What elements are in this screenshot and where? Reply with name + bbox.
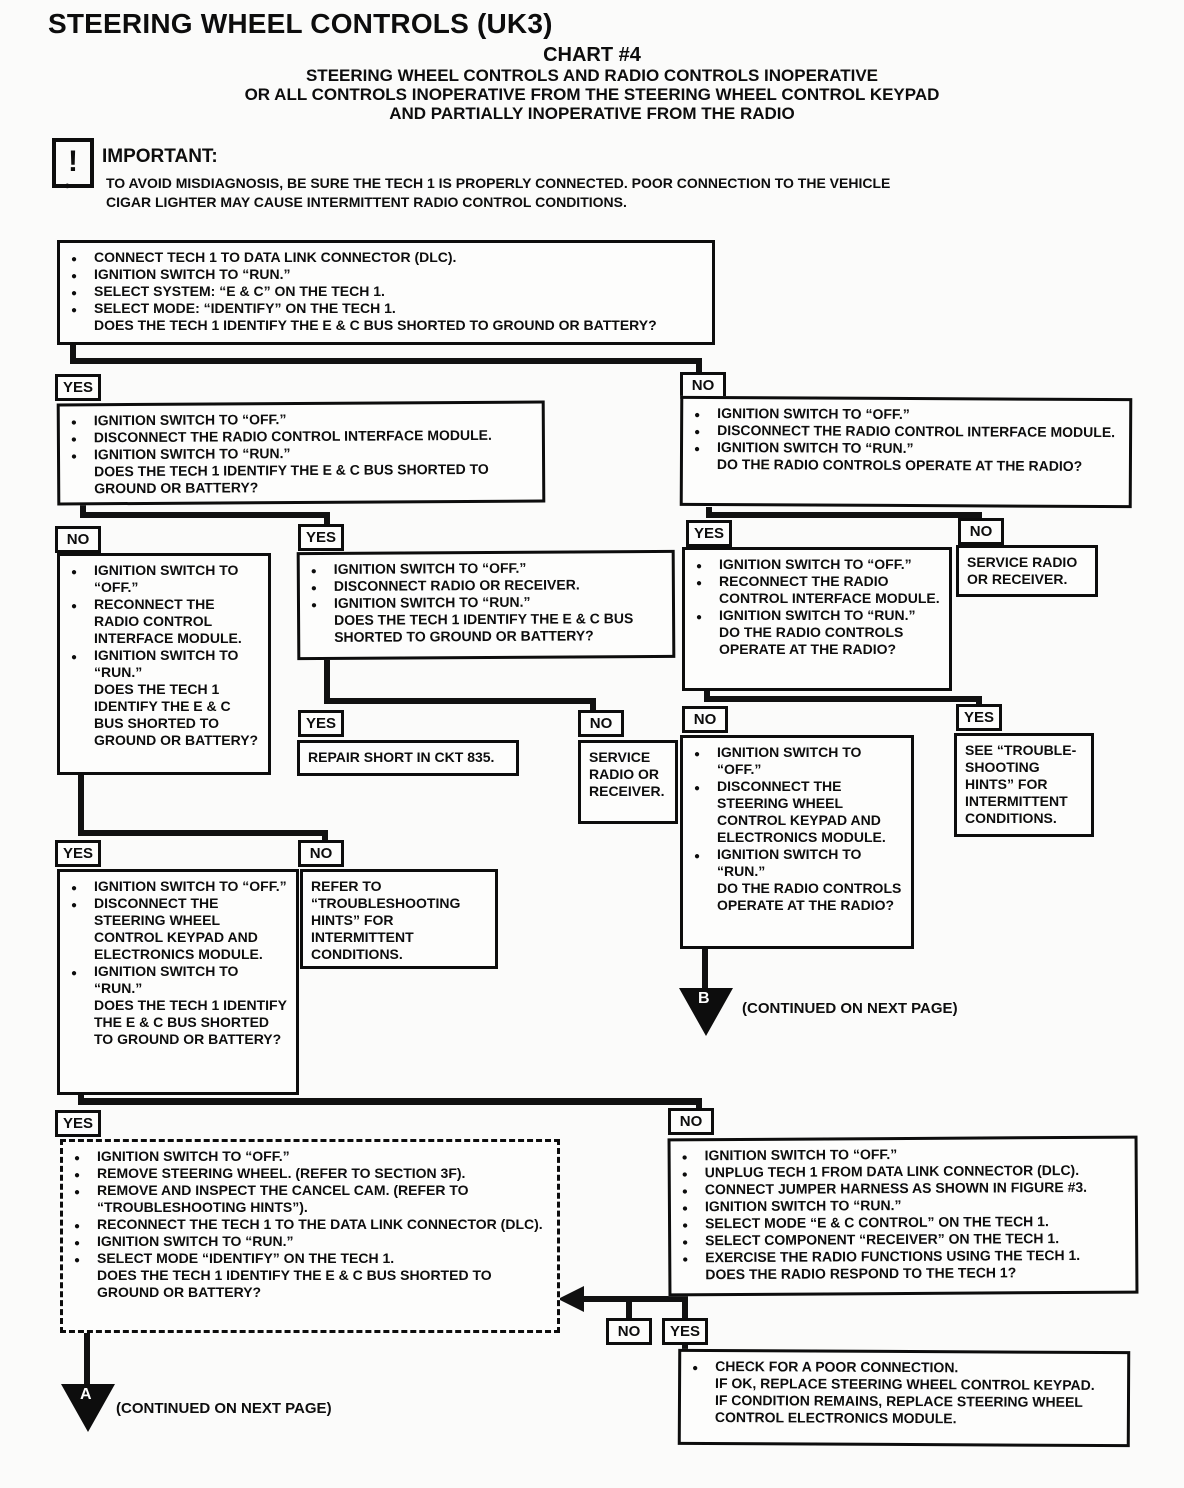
step-line: ● IGNITION SWITCH TO “OFF.” — [679, 1145, 1127, 1165]
step-line: ● IGNITION SWITCH TO “OFF.” — [68, 562, 260, 596]
step-line: ● CONNECT TECH 1 TO DATA LINK CONNECTOR (DLC). — [68, 249, 704, 266]
step-list — [71, 1148, 549, 1301]
important-label: IMPORTANT: — [102, 146, 218, 167]
step-line: SERVICE RADIO OR RECEIVER. — [589, 749, 665, 799]
step-line: DOES THE TECH 1 IDENTIFY THE E & C BUS SHORTED TO GROUND OR BATTERY? — [94, 997, 287, 1047]
step-line: ● CONNECT JUMPER HARNESS AS SHOWN IN FIGURE #3. — [679, 1179, 1127, 1199]
step-line: DOES THE TECH 1 IDENTIFY THE E & C BUS SHORTED TO GROUND OR BATTERY? — [334, 610, 634, 645]
step-line: ● DISCONNECT THE RADIO CONTROL INTERFACE MODULE. — [691, 422, 1121, 441]
connector-line — [324, 698, 596, 704]
step-line: ● IGNITION SWITCH TO “RUN.” — [68, 266, 704, 283]
page-title: STEERING WHEEL CONTROLS (UK3) — [48, 8, 553, 39]
step-line: ● SELECT MODE “E & C CONTROL” ON THE TECH 1. — [679, 1213, 1127, 1233]
decision-label-no: NO — [578, 710, 624, 737]
step-box-remove-steering-wheel — [60, 1139, 560, 1333]
step-line: ● DISCONNECT RADIO OR RECEIVER. — [308, 576, 664, 595]
step-line: DOES THE TECH 1 IDENTIFY THE E & C BUS SHORTED TO GROUND OR BATTERY? — [94, 681, 259, 748]
step-line: ● SELECT COMPONENT “RECEIVER” ON THE TECH 1. — [679, 1230, 1127, 1250]
step-line: ● IGNITION SWITCH TO “OFF.” — [691, 744, 903, 778]
connector-line — [78, 775, 84, 836]
continuation-letter: A — [80, 1386, 92, 1403]
step-line: IF OK, REPLACE STEERING WHEEL CONTROL KEYPAD. — [715, 1375, 1095, 1393]
step-list — [68, 878, 288, 1048]
step-line: ● IGNITION SWITCH TO “RUN.” — [679, 1196, 1127, 1216]
decision-label-yes: YES — [55, 1110, 101, 1137]
loopback-arrow-icon — [558, 1286, 584, 1312]
step-line: ● CHECK FOR A POOR CONNECTION. — [689, 1358, 1119, 1377]
continuation-letter: B — [698, 990, 710, 1007]
chart-subtitle-line: AND PARTIALLY INOPERATIVE FROM THE RADIO — [389, 104, 795, 123]
step-line: ● SELECT MODE “IDENTIFY” ON THE TECH 1. — [71, 1250, 549, 1267]
step-list — [308, 749, 508, 766]
step-line: ● SELECT SYSTEM: “E & C” ON THE TECH 1. — [68, 283, 704, 300]
decision-label-no: NO — [55, 526, 101, 553]
decision-label-yes: YES — [55, 374, 101, 401]
connector-line — [682, 1296, 688, 1318]
connector-line — [78, 1098, 702, 1105]
connector-line — [84, 1333, 90, 1386]
step-line: ● IGNITION SWITCH TO “RUN.” — [691, 439, 1121, 458]
step-list — [691, 405, 1121, 475]
continuation-triangle-b-icon — [679, 988, 733, 1036]
step-line: DO THE RADIO CONTROLS OPERATE AT THE RADIO? — [719, 624, 904, 657]
result-box-refer-hints — [300, 869, 498, 969]
step-list — [689, 1358, 1119, 1428]
chart-subtitle-line: OR ALL CONTROLS INOPERATIVE FROM THE STEERING WHEEL CONTROL KEYPAD — [244, 85, 940, 104]
step-line: DOES THE TECH 1 IDENTIFY THE E & C BUS SHORTED TO GROUND OR BATTERY? — [94, 317, 657, 333]
step-line: ● IGNITION SWITCH TO “OFF.” — [68, 410, 534, 430]
step-list — [311, 878, 487, 963]
step-line: ● RECONNECT THE RADIO CONTROL INTERFACE MODULE. — [693, 573, 941, 607]
step-box-disconnect-keypad-tech — [57, 869, 299, 1095]
step-line: ● REMOVE AND INSPECT THE CANCEL CAM. (REFER TO “TROUBLESHOOTING HINTS”). — [71, 1182, 549, 1216]
step-line: ● IGNITION SWITCH TO “RUN.” — [693, 607, 941, 624]
step-box-disconnect-keypad-radio — [680, 735, 914, 949]
result-box-see-hints — [954, 733, 1094, 837]
step-line: SEE “TROUBLE-SHOOTING HINTS” FOR INTERMITTENT CONDITIONS. — [965, 742, 1077, 826]
step-line: ● IGNITION SWITCH TO “RUN.” — [71, 1233, 549, 1250]
step-box-disconnect-interface-tech — [57, 401, 546, 506]
step-line: ● DISCONNECT THE STEERING WHEEL CONTROL KEYPAD AND ELECTRONICS MODULE. — [691, 778, 903, 846]
step-line: ● IGNITION SWITCH TO “RUN.” — [68, 444, 534, 464]
important-note: TO AVOID MISDIAGNOSIS, BE SURE THE TECH 1 IS PROPERLY CONNECTED. POOR CONNECTION TO THE VEHICLE CIGAR LIGHTER MAY CAUSE INTERMITTENT RADIO CONTROL CONDITIONS. — [106, 175, 891, 210]
decision-label-no: NO — [958, 518, 1004, 545]
result-box-service-radio-1 — [956, 545, 1098, 597]
decision-label-no: NO — [606, 1318, 652, 1345]
step-line: ● IGNITION SWITCH TO “OFF.” — [71, 1148, 549, 1165]
step-line: ● IGNITION SWITCH TO “RUN.” — [308, 593, 664, 612]
continuation-triangle-a-icon — [61, 1384, 115, 1432]
connector-line — [80, 512, 330, 518]
step-line: SERVICE RADIO OR RECEIVER. — [967, 554, 1078, 587]
step-list — [967, 554, 1087, 588]
chart-subtitle-line: STEERING WHEEL CONTROLS AND RADIO CONTROLS INOPERATIVE — [305, 66, 879, 85]
chart-number: CHART #4 — [543, 44, 641, 66]
step-line: ● DISCONNECT THE RADIO CONTROL INTERFACE MODULE. — [68, 427, 534, 447]
connector-line — [702, 949, 708, 990]
result-box-service-radio-2 — [578, 740, 678, 824]
step-list — [68, 562, 260, 749]
step-list — [691, 744, 903, 914]
step-list — [308, 559, 665, 646]
decision-label-no: NO — [682, 706, 728, 733]
decision-label-yes: YES — [956, 704, 1002, 731]
decision-label-no: NO — [298, 840, 344, 867]
step-line: ● IGNITION SWITCH TO “OFF.” — [308, 559, 664, 578]
decision-label-yes: YES — [298, 524, 344, 551]
step-list — [589, 749, 667, 800]
step-list — [679, 1145, 1128, 1284]
step-list — [693, 556, 941, 658]
step-box-connect-tech1 — [57, 240, 715, 345]
decision-label-yes: YES — [662, 1318, 708, 1345]
continuation-note-b: (CONTINUED ON NEXT PAGE) — [742, 1000, 958, 1017]
step-box-disconnect-interface-radio — [680, 396, 1133, 508]
step-line: ● IGNITION SWITCH TO “OFF.” — [693, 556, 941, 573]
connector-line — [78, 830, 328, 836]
connector-line — [706, 512, 982, 518]
step-line: ● EXERCISE THE RADIO FUNCTIONS USING THE TECH 1. — [679, 1247, 1127, 1267]
exclamation-icon: ! — [52, 138, 94, 188]
step-line: ● UNPLUG TECH 1 FROM DATA LINK CONNECTOR (DLC). — [679, 1162, 1127, 1182]
step-line: DO THE RADIO CONTROLS OPERATE AT THE RADIO? — [717, 880, 902, 913]
step-line: ● SELECT MODE: “IDENTIFY” ON THE TECH 1. — [68, 300, 704, 317]
decision-label-no: NO — [680, 372, 726, 399]
decision-label-yes: YES — [686, 520, 732, 547]
step-line: ● RECONNECT THE TECH 1 TO THE DATA LINK CONNECTOR (DLC). — [71, 1216, 549, 1233]
step-box-reconnect-interface-radio — [682, 547, 952, 691]
step-line: ● IGNITION SWITCH TO “RUN.” — [691, 846, 903, 880]
step-box-reconnect-interface-tech — [57, 553, 271, 775]
bullet-icon: ● — [64, 180, 71, 192]
step-line: REPAIR SHORT IN CKT 835. — [308, 749, 495, 765]
connector-line — [70, 358, 702, 364]
connector-line — [704, 696, 982, 702]
step-list — [68, 410, 535, 498]
step-line: DOES THE RADIO RESPOND TO THE TECH 1? — [705, 1264, 1017, 1283]
continuation-note-a: (CONTINUED ON NEXT PAGE) — [116, 1400, 332, 1417]
step-line: IF CONDITION REMAINS, REPLACE STEERING WHEEL CONTROL ELECTRONICS MODULE. — [714, 1392, 1083, 1427]
step-line: ● DISCONNECT THE STEERING WHEEL CONTROL KEYPAD AND ELECTRONICS MODULE. — [68, 895, 288, 963]
step-line: ● IGNITION SWITCH TO “RUN.” — [68, 963, 288, 997]
step-line: ● RECONNECT THE RADIO CONTROL INTERFACE MODULE. — [68, 596, 260, 647]
chart-heading-block — [0, 44, 1184, 123]
step-line: DOES THE TECH 1 IDENTIFY THE E & C BUS SHORTED TO GROUND OR BATTERY? — [97, 1267, 492, 1300]
step-line: DO THE RADIO CONTROLS OPERATE AT THE RADIO? — [716, 456, 1083, 474]
connector-line — [582, 1296, 688, 1302]
connector-line — [626, 1296, 632, 1318]
result-box-final-check — [678, 1349, 1130, 1447]
result-box-repair-short — [297, 740, 519, 776]
step-list — [68, 249, 704, 334]
decision-label-yes: YES — [298, 710, 344, 737]
step-box-disconnect-radio — [297, 550, 676, 660]
step-box-jumper-harness — [668, 1136, 1139, 1297]
step-line: REFER TO “TROUBLESHOOTING HINTS” FOR INTERMITTENT CONDITIONS. — [311, 878, 461, 962]
step-line: DOES THE TECH 1 IDENTIFY THE E & C BUS SHORTED TO GROUND OR BATTERY? — [94, 460, 489, 497]
step-line: ● IGNITION SWITCH TO “OFF.” — [68, 878, 288, 895]
decision-label-yes: YES — [55, 840, 101, 867]
step-line: ● IGNITION SWITCH TO “OFF.” — [691, 405, 1121, 424]
step-line: ● IGNITION SWITCH TO “RUN.” — [68, 647, 260, 681]
step-line: ● REMOVE STEERING WHEEL. (REFER TO SECTION 3F). — [71, 1165, 549, 1182]
decision-label-no: NO — [668, 1108, 714, 1135]
step-list — [965, 742, 1083, 827]
